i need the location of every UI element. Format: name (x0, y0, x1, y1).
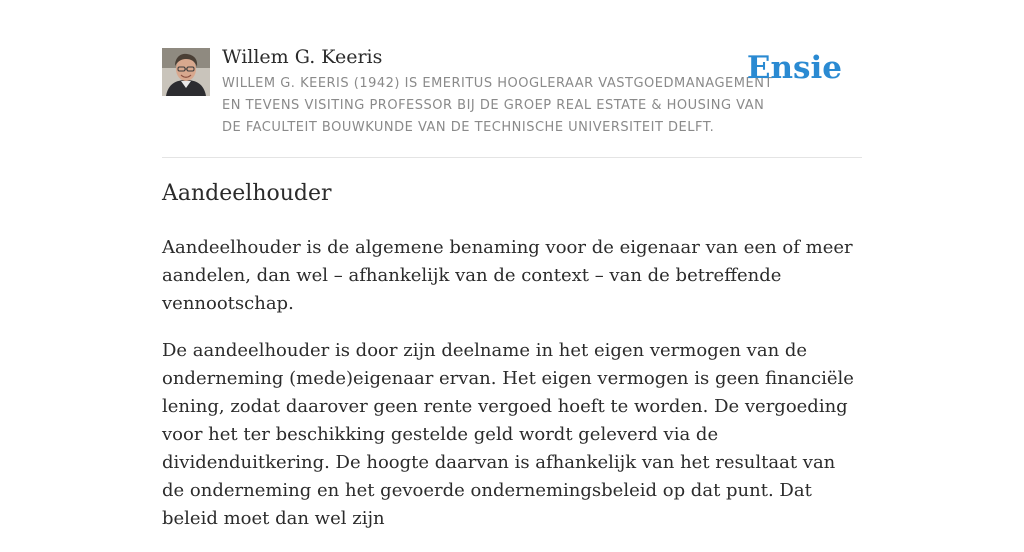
ensie-logo[interactable]: Ensie (746, 50, 842, 86)
author-header (162, 44, 862, 158)
article-title: Aandeelhouder (162, 181, 332, 206)
author-avatar[interactable] (162, 48, 210, 96)
article-body (162, 234, 862, 552)
article-paragraph: Aandeelhouder is de algemene benaming voor de eigenaar van een of meer aandelen, dan wel – afhankelijk van de context – van de betreffende vennootschap. (162, 237, 853, 314)
author-bio: WILLEM G. KEERIS (1942) IS EMERITUS HOOGLERAAR VASTGOEDMANAGEMENT EN TEVENS VISITING PROFESSOR BIJ DE GROEP REAL ESTATE & HOUSING VAN DE FACULTEIT BOUWKUNDE VAN DE TECHNISCHE UNIVERSITEIT DELFT. (222, 76, 773, 135)
author-portrait-icon (162, 48, 210, 96)
article-paragraph: De aandeelhouder is door zijn deelname in het eigen vermogen van de onderneming (mede)eigenaar ervan. Het eigen vermogen is geen financiële lening, zodat daarover geen rente vergoed hoeft te worden. De vergoeding voor het ter beschikking gestelde geld wordt geleverd via de dividenduitkering. De hoogte daarvan is afhankelijk van het resultaat van de onderneming en het gevoerde ondernemingsbeleid op dat punt. Dat beleid moet dan wel zijn (162, 340, 854, 529)
author-name[interactable]: Willem G. Keeris (222, 46, 383, 68)
